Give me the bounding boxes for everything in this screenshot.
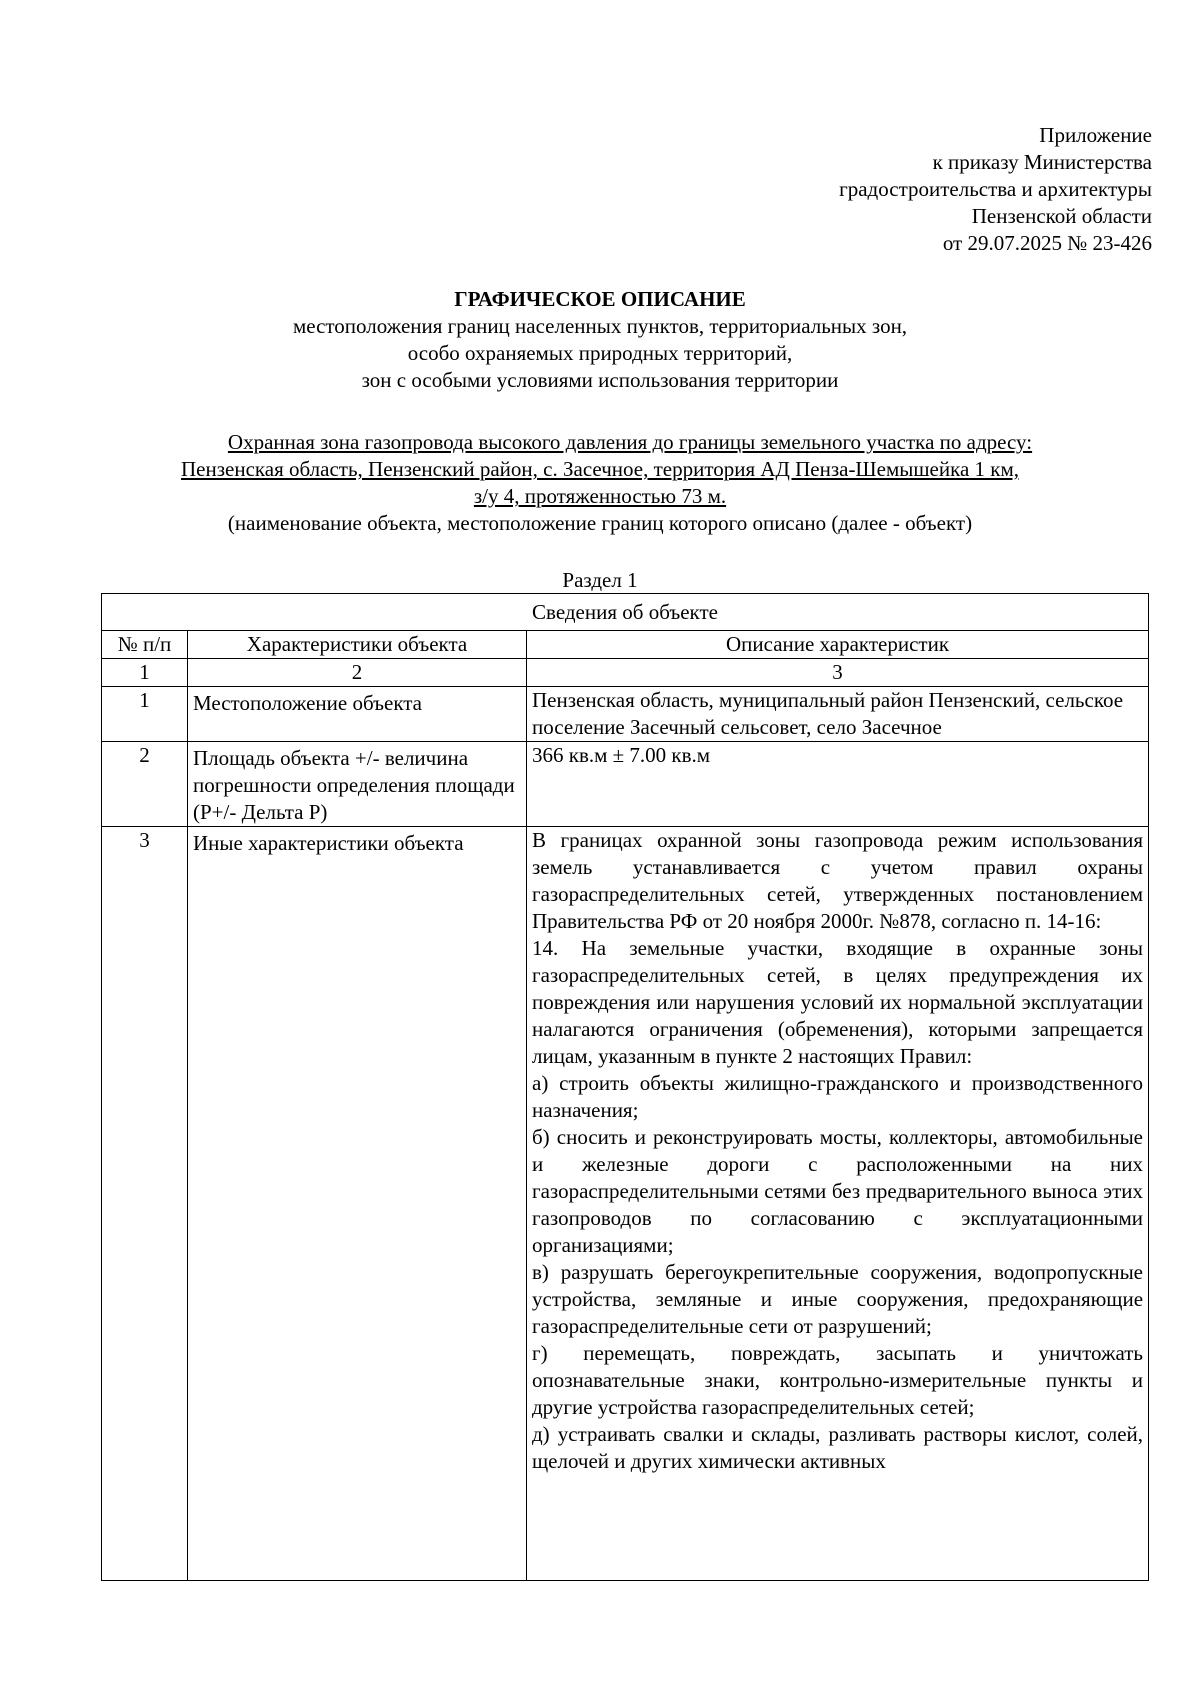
description-paragraph: а) строить объекты жилищно-гражданского и производственного назначения; [532,1071,1144,1122]
appendix-header [839,122,1152,257]
row-description: 366 кв.м ± 7.00 кв.м [527,742,1149,827]
row-description: Пензенская область, муниципальный район Пензенский, сельское поселение Засечный сельсовет, село Засечное [527,687,1149,742]
table-header-row [102,631,1149,659]
object-name-block [0,429,1200,537]
table-caption-row [102,594,1149,631]
row-characteristic: Местоположение объекта [188,687,527,742]
appendix-order-date: от 29.07.2025 № 23-426 [942,231,1152,255]
row-characteristic: Иные характеристики объекта [188,827,527,1581]
row-number: 1 [102,687,188,742]
column-number: 3 [527,659,1149,687]
column-header: Описание характеристик [527,631,1149,659]
document-subtitle-line: особо охраняемых природных территорий, [407,341,793,365]
column-number-row [102,659,1149,687]
column-number: 1 [102,659,188,687]
document-title-block [0,286,1200,394]
object-name-caption: (наименование объекта, местоположение границ которого описано (далее - объект) [227,511,973,535]
object-name-line: з/у 4, протяженностью 73 м. [473,484,727,508]
table-caption: Сведения об объекте [102,594,1149,631]
appendix-line: Приложение [1039,123,1152,147]
description-paragraph: д) устраивать свалки и склады, разливать растворы кислот, солей, щелочей и других химически активных [532,1422,1144,1473]
description-paragraph: г) перемещать, повреждать, засыпать и уничтожать опознавательные знаки, контрольно-измерительные пункты и другие устройства газораспределительных сетей; [532,1341,1144,1419]
description-paragraph: б) сносить и реконструировать мосты, коллекторы, автомобильные и железные дороги с расположенными на них газораспределительными сетями без предварительного выноса этих газопроводов по согласованию с эксплуатационными организациями; [532,1125,1144,1257]
row-number: 2 [102,742,188,827]
object-name-line: Охранная зона газопровода высокого давления до границы земельного участка по адресу: [227,430,1033,454]
column-number: 2 [188,659,527,687]
column-header: Характеристики объекта [188,631,527,659]
row-description [527,827,1149,1581]
description-paragraph: в) разрушать берегоукрепительные сооружения, водопропускные устройства, земляные и иные сооружения, предохраняющие газораспределительные сети от разрушений; [532,1260,1144,1338]
row-characteristic: Площадь объекта +/- величина погрешности определения площади (P+/- Дельта P) [188,742,527,827]
section-label: Раздел 1 [562,568,638,592]
table-row [102,687,1149,742]
appendix-line: Пензенской области [971,204,1152,228]
object-info-table [101,593,1149,1581]
description-paragraph: В границах охранной зоны газопровода режим использования земель устанавливается с учетом правил охраны газораспределительных сетей, утвержденных постановлением Правительства РФ от 20 ноября 2000г. №878, согласно п. 14-16: [532,828,1144,933]
table-row [102,742,1149,827]
table-row [102,827,1149,1581]
object-name-line: Пензенская область, Пензенский район, с. Засечное, территория АД Пенза-Шемышейка 1 км, [180,457,1020,481]
document-title: ГРАФИЧЕСКОЕ ОПИСАНИЕ [454,287,746,311]
document-subtitle-line: зон с особыми условиями использования территории [361,368,839,392]
appendix-line: к приказу Министерства [932,150,1152,174]
row-number: 3 [102,827,188,1581]
document-subtitle-line: местоположения границ населенных пунктов, территориальных зон, [292,314,908,338]
description-paragraph: 14. На земельные участки, входящие в охранные зоны газораспределительных сетей, в целях предупреждения их повреждения или нарушения условий их нормальной эксплуатации налагаются ограничения (обременения), которыми запрещается лицам, указанным в пункте 2 настоящих Правил: [532,936,1144,1068]
appendix-line: градостроительства и архитектуры [839,177,1152,201]
column-header: № п/п [102,631,188,659]
